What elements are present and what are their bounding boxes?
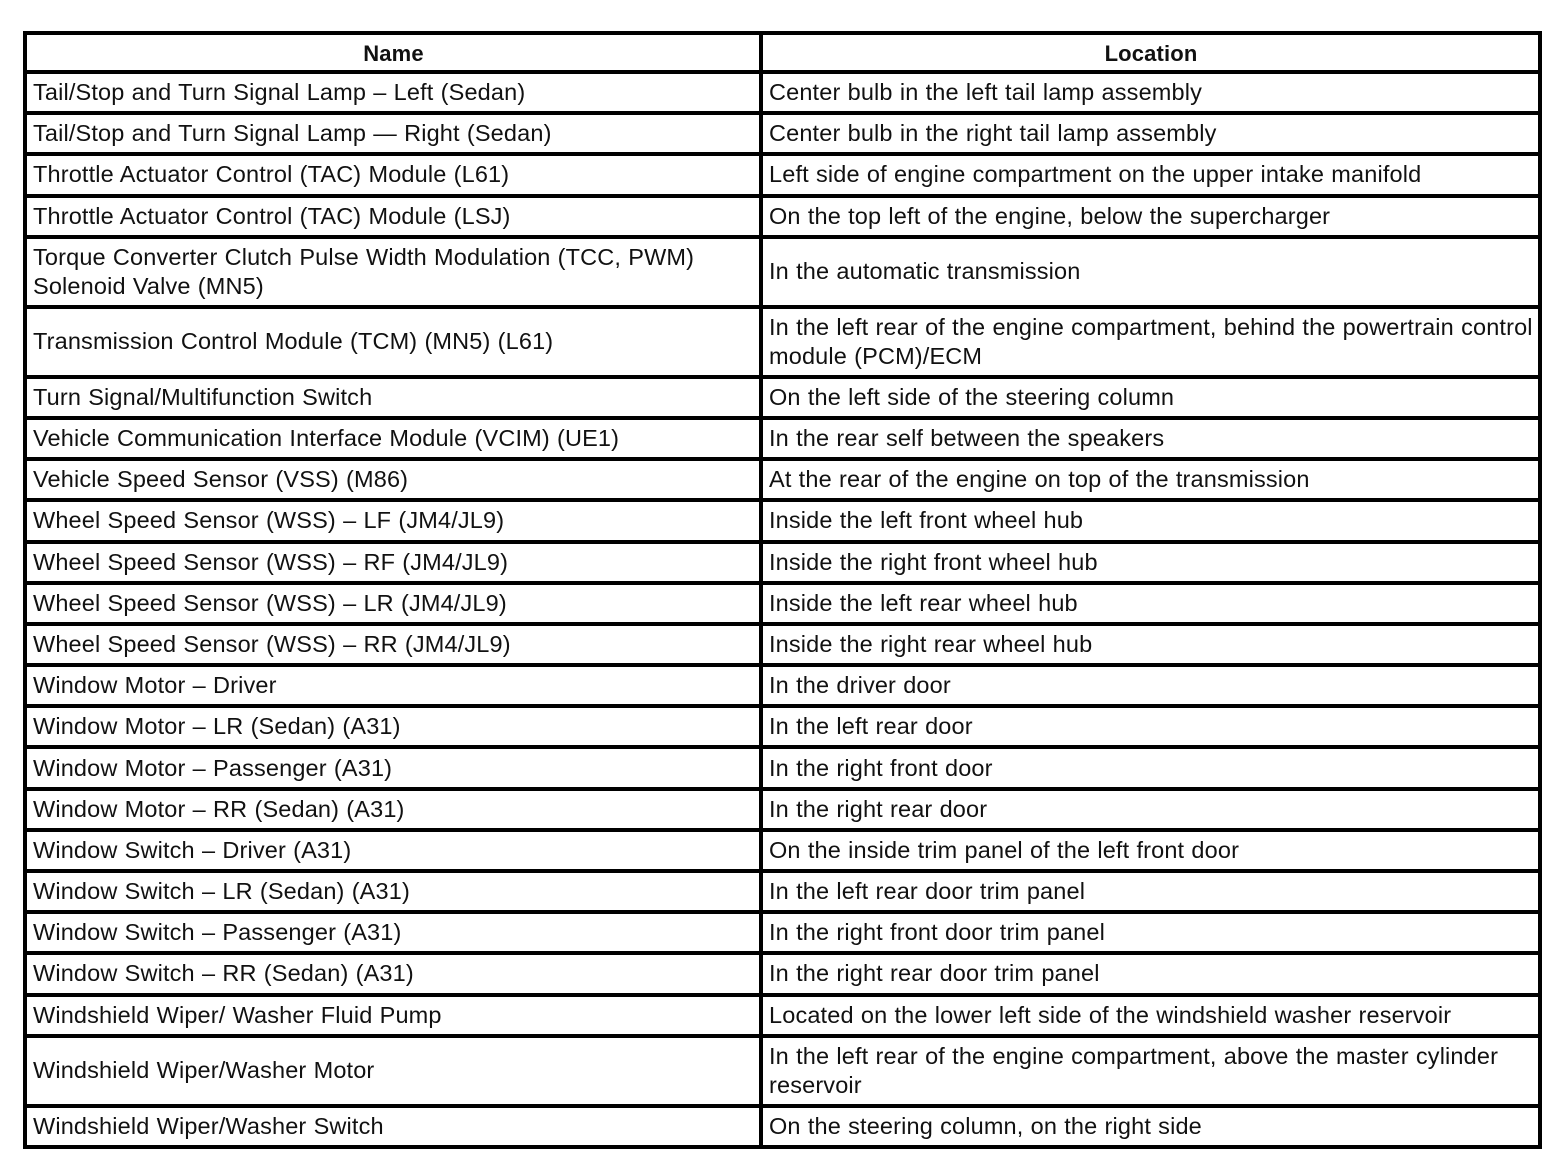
cell-name: Windshield Wiper/ Washer Fluid Pump — [25, 995, 761, 1036]
cell-name: Wheel Speed Sensor (WSS) – LF (JM4/JL9) — [25, 500, 761, 541]
cell-name: Throttle Actuator Control (TAC) Module (L61) — [25, 154, 761, 195]
cell-name: Window Switch – LR (Sedan) (A31) — [25, 871, 761, 912]
table-row — [25, 542, 1540, 583]
table-row — [25, 624, 1540, 665]
table-row — [25, 995, 1540, 1036]
cell-name: Window Motor – Passenger (A31) — [25, 747, 761, 788]
table-row — [25, 1106, 1540, 1147]
cell-name: Window Motor – Driver — [25, 665, 761, 706]
cell-name: Throttle Actuator Control (TAC) Module (LSJ) — [25, 196, 761, 237]
table-row — [25, 871, 1540, 912]
cell-location: Left side of engine compartment on the upper intake manifold — [761, 154, 1540, 195]
table-row — [25, 154, 1540, 195]
cell-location: On the inside trim panel of the left front door — [761, 830, 1540, 871]
table-row — [25, 500, 1540, 541]
cell-name: Wheel Speed Sensor (WSS) – LR (JM4/JL9) — [25, 583, 761, 624]
cell-name: Wheel Speed Sensor (WSS) – RF (JM4/JL9) — [25, 542, 761, 583]
cell-name: Window Switch – Driver (A31) — [25, 830, 761, 871]
cell-name: Window Motor – LR (Sedan) (A31) — [25, 706, 761, 747]
cell-name: Window Motor – RR (Sedan) (A31) — [25, 789, 761, 830]
cell-location: In the left rear door — [761, 706, 1540, 747]
cell-location: In the right rear door trim panel — [761, 953, 1540, 994]
table-row — [25, 72, 1540, 113]
table-row — [25, 113, 1540, 154]
table-row — [25, 583, 1540, 624]
cell-location: In the automatic transmission — [761, 237, 1540, 307]
cell-location: In the right front door — [761, 747, 1540, 788]
cell-location: Inside the left rear wheel hub — [761, 583, 1540, 624]
cell-name: Windshield Wiper/Washer Switch — [25, 1106, 761, 1147]
cell-location: At the rear of the engine on top of the transmission — [761, 459, 1540, 500]
table-row — [25, 418, 1540, 459]
cell-name: Window Switch – Passenger (A31) — [25, 912, 761, 953]
cell-location: On the top left of the engine, below the supercharger — [761, 196, 1540, 237]
cell-name: Wheel Speed Sensor (WSS) – RR (JM4/JL9) — [25, 624, 761, 665]
table-row — [25, 459, 1540, 500]
cell-name: Turn Signal/Multifunction Switch — [25, 377, 761, 418]
table-row — [25, 196, 1540, 237]
cell-location: In the right front door trim panel — [761, 912, 1540, 953]
table-row — [25, 377, 1540, 418]
cell-location: Inside the right front wheel hub — [761, 542, 1540, 583]
cell-name: Vehicle Speed Sensor (VSS) (M86) — [25, 459, 761, 500]
cell-location: In the right rear door — [761, 789, 1540, 830]
table-row — [25, 953, 1540, 994]
table-row — [25, 830, 1540, 871]
cell-name: Vehicle Communication Interface Module (VCIM) (UE1) — [25, 418, 761, 459]
cell-name: Transmission Control Module (TCM) (MN5) (L61) — [25, 307, 761, 377]
table-row — [25, 912, 1540, 953]
cell-location: In the left rear of the engine compartment, above the master cylinder reservoir — [761, 1036, 1540, 1106]
table-row — [25, 789, 1540, 830]
cell-location: In the left rear door trim panel — [761, 871, 1540, 912]
cell-location: Center bulb in the right tail lamp assembly — [761, 113, 1540, 154]
cell-location: On the left side of the steering column — [761, 377, 1540, 418]
cell-name: Windshield Wiper/Washer Motor — [25, 1036, 761, 1106]
cell-location: Located on the lower left side of the windshield washer reservoir — [761, 995, 1540, 1036]
cell-location: Inside the right rear wheel hub — [761, 624, 1540, 665]
table-header-row — [25, 33, 1540, 72]
cell-location: In the driver door — [761, 665, 1540, 706]
table-row — [25, 237, 1540, 307]
table-row — [25, 307, 1540, 377]
table-row — [25, 665, 1540, 706]
column-header-location: Location — [761, 33, 1540, 72]
cell-location: In the left rear of the engine compartment, behind the powertrain control module (PCM)/ECM — [761, 307, 1540, 377]
cell-location: Inside the left front wheel hub — [761, 500, 1540, 541]
cell-name: Tail/Stop and Turn Signal Lamp — Right (Sedan) — [25, 113, 761, 154]
cell-location: On the steering column, on the right side — [761, 1106, 1540, 1147]
cell-name: Window Switch – RR (Sedan) (A31) — [25, 953, 761, 994]
component-location-table — [23, 31, 1542, 1149]
cell-location: In the rear self between the speakers — [761, 418, 1540, 459]
column-header-name: Name — [25, 33, 761, 72]
table-row — [25, 1036, 1540, 1106]
cell-location: Center bulb in the left tail lamp assembly — [761, 72, 1540, 113]
cell-name: Tail/Stop and Turn Signal Lamp – Left (Sedan) — [25, 72, 761, 113]
cell-name: Torque Converter Clutch Pulse Width Modulation (TCC, PWM) Solenoid Valve (MN5) — [25, 237, 761, 307]
table-row — [25, 706, 1540, 747]
table-row — [25, 747, 1540, 788]
